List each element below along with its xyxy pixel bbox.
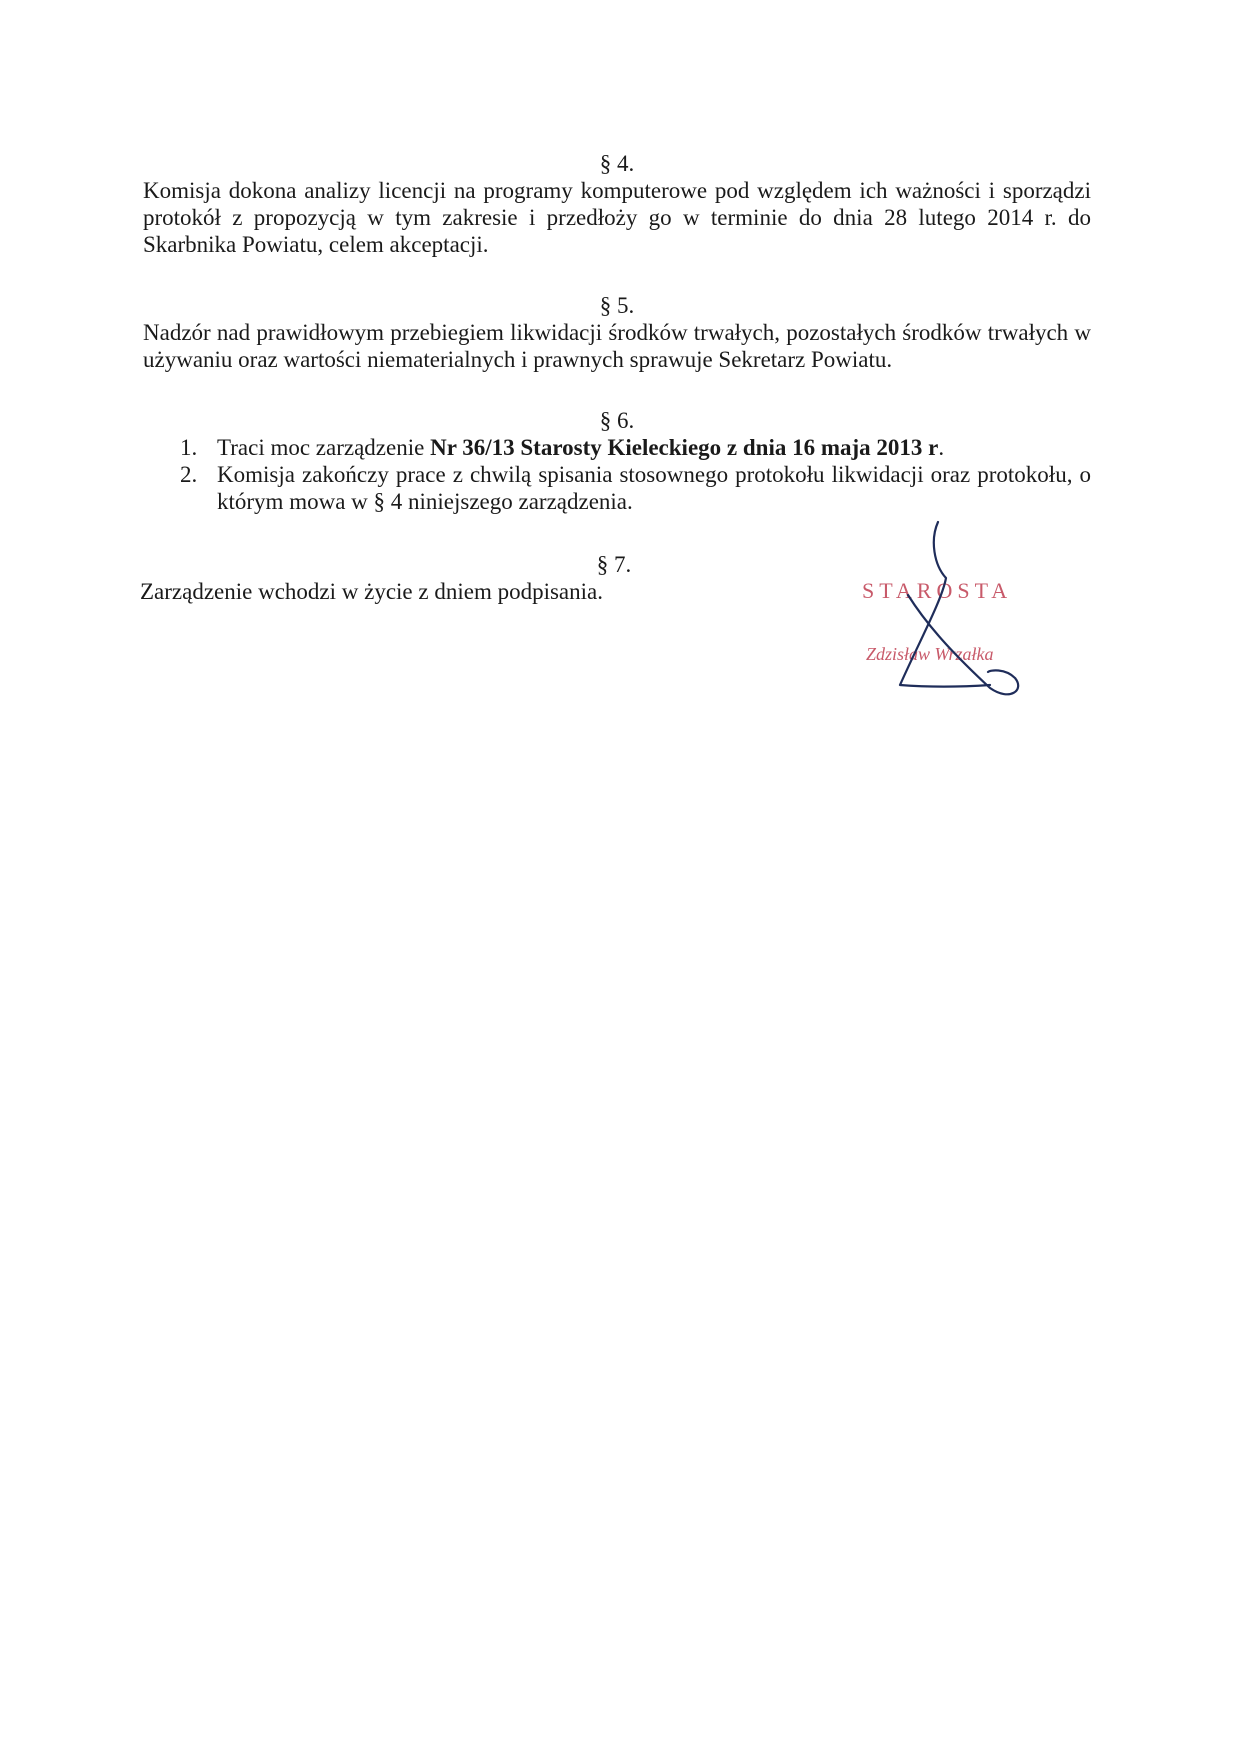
starosta-stamp	[850, 520, 1050, 710]
section-5-heading: § 5.	[599, 293, 635, 318]
section-5-text: Nadzór nad prawidłowym przebiegiem likwidacji środków trwałych, pozostałych środków trwałych w używaniu oraz wartości niematerialnych i prawnych sprawuje Sekretarz Powiatu.	[143, 320, 1091, 372]
list-item-text-pre: Traci moc zarządzenie	[217, 435, 431, 460]
section-5	[143, 292, 1091, 373]
list-item	[143, 461, 1091, 515]
stamp-title: STAROSTA	[862, 578, 1013, 603]
list-item-number: 2.	[180, 462, 198, 487]
section-7-text: Zarządzenie wchodzi w życie z dniem podpisania.	[140, 579, 603, 604]
list-item-number: 1.	[180, 435, 198, 460]
list-item-text: Komisja zakończy prace z chwilą spisania stosownego protokołu likwidacji oraz protokołu, o którym mowa w § 4 niniejszego zarządzenia.	[217, 462, 1091, 514]
list-item	[143, 434, 1091, 461]
signature-stroke	[900, 522, 1018, 694]
section-6-heading: § 6.	[599, 408, 635, 433]
section-4-heading: § 4.	[599, 151, 635, 176]
section-6	[143, 407, 1091, 515]
section-7-heading: § 7.	[596, 552, 632, 577]
section-4	[143, 150, 1091, 258]
handwritten-signature	[850, 520, 1050, 710]
section-4-text: Komisja dokona analizy licencji na programy komputerowe pod względem ich ważności i sporządzi protokół z propozycją w tym zakresie i przedłoży go w terminie do dnia 28 lutego 2014 r. do Skarbnika Powiatu, celem akceptacji.	[143, 178, 1091, 257]
section-6-list	[143, 434, 1091, 515]
list-item-text-post: .	[938, 435, 945, 460]
list-item-text-bold: Nr 36/13 Starosty Kieleckiego z dnia 16 maja 2013 r	[430, 435, 939, 460]
stamp-name: Zdzisław Wrzałka	[866, 644, 994, 664]
